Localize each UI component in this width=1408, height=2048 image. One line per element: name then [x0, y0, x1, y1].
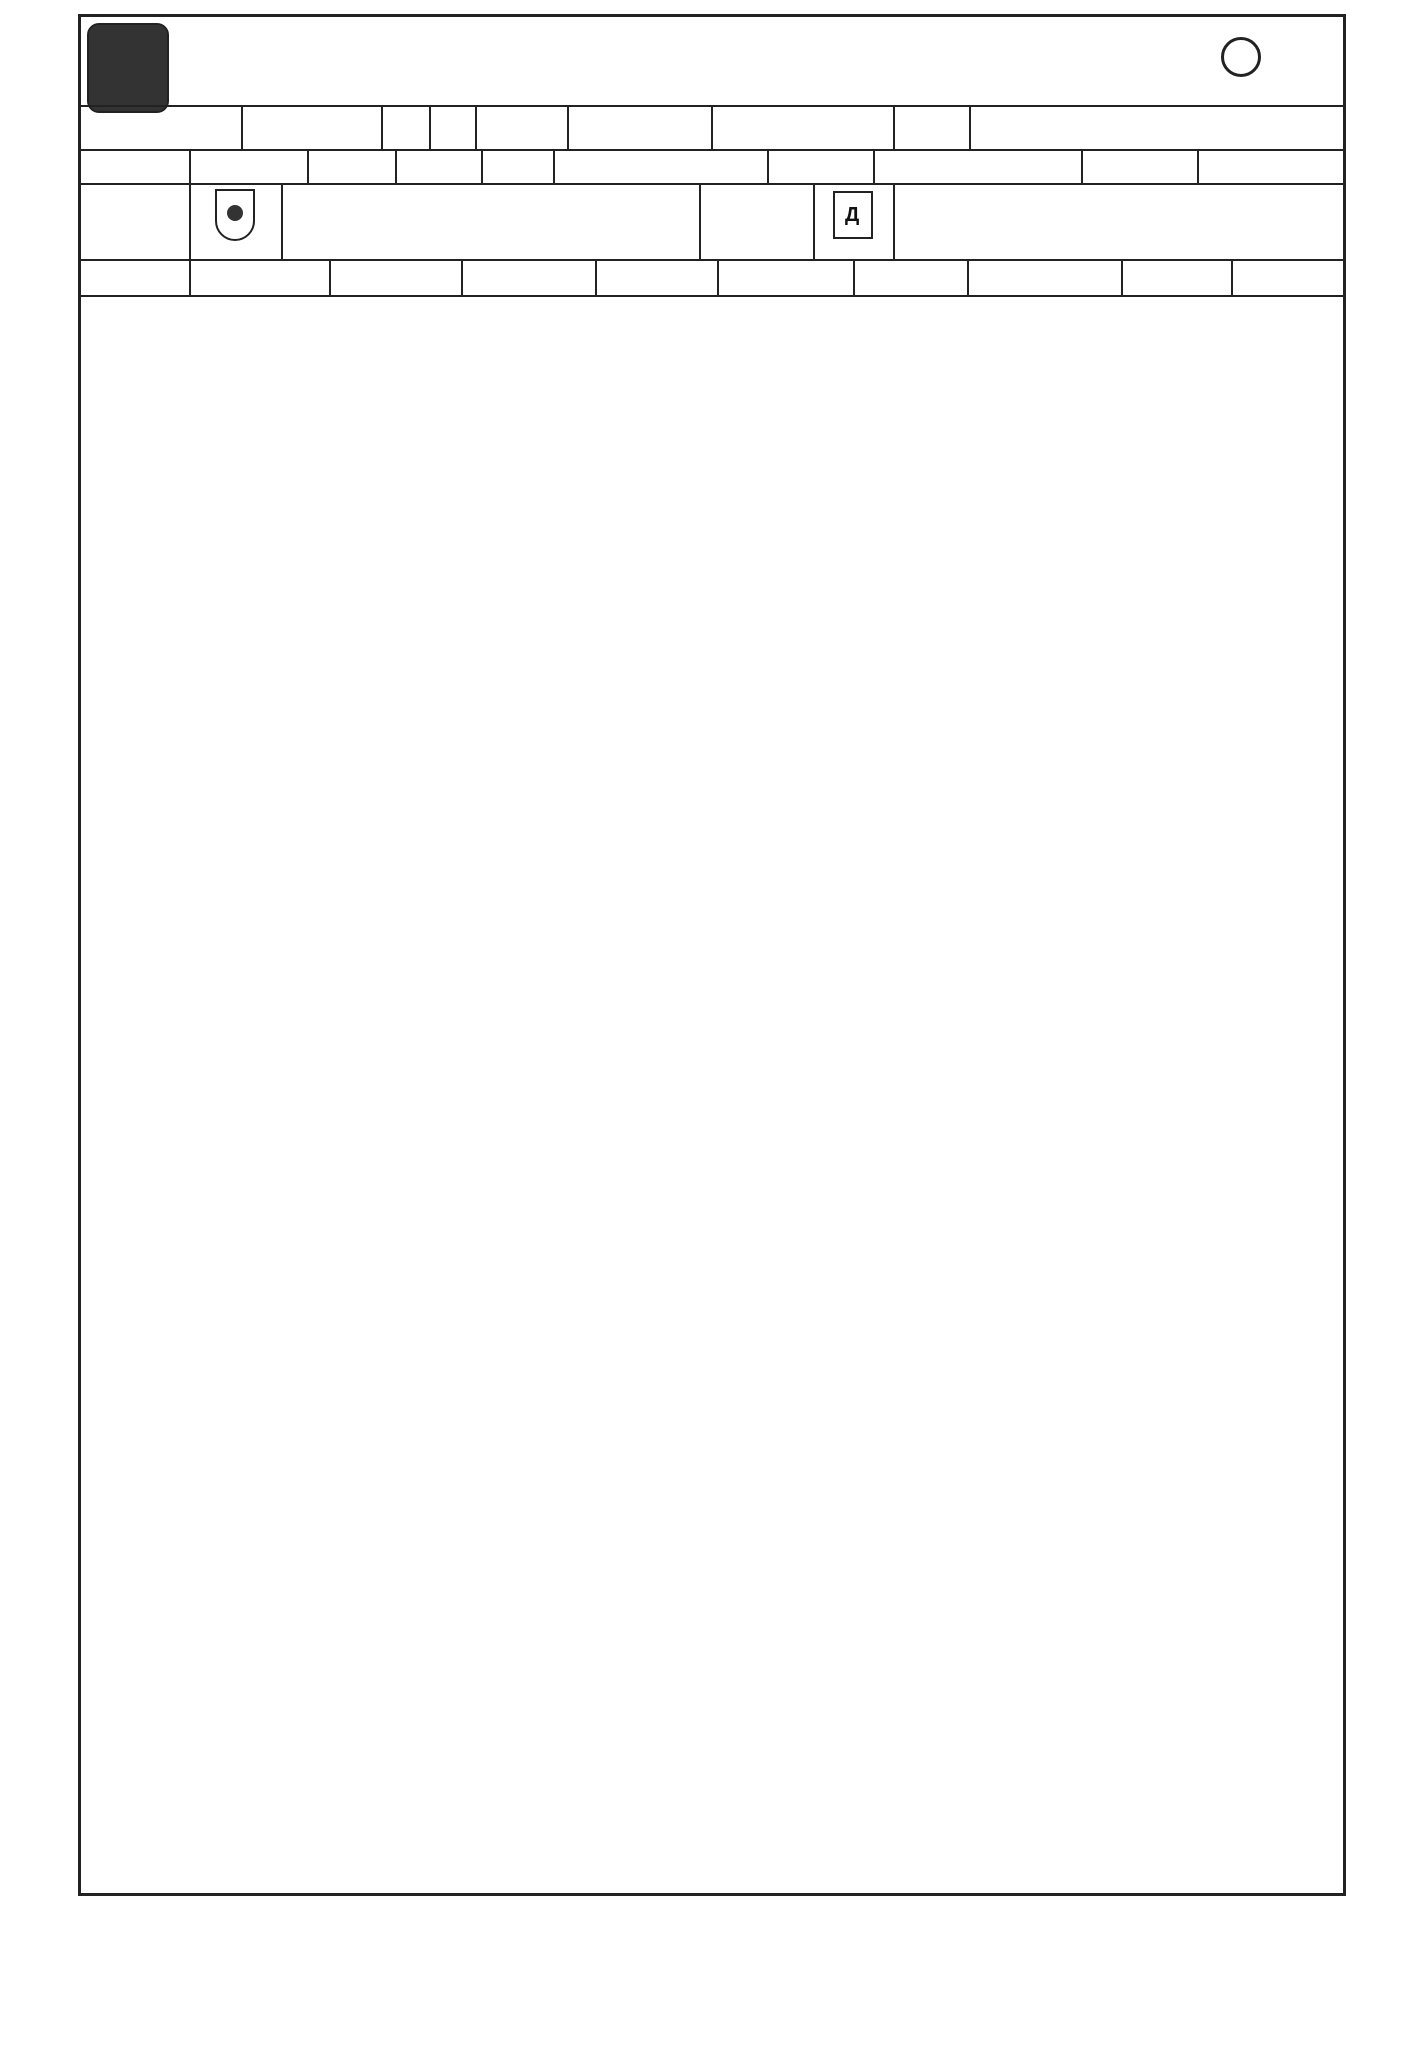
team-b-crest-letter: Д — [845, 204, 860, 226]
rss-logo — [87, 23, 169, 113]
team-b-crest — [833, 191, 873, 239]
league-logo — [1221, 25, 1341, 105]
ball-icon — [1221, 37, 1261, 77]
team-a-crest — [215, 189, 255, 241]
ball-icon — [227, 205, 243, 221]
sheet-title — [193, 23, 1283, 111]
scoresheet — [78, 14, 1346, 1896]
